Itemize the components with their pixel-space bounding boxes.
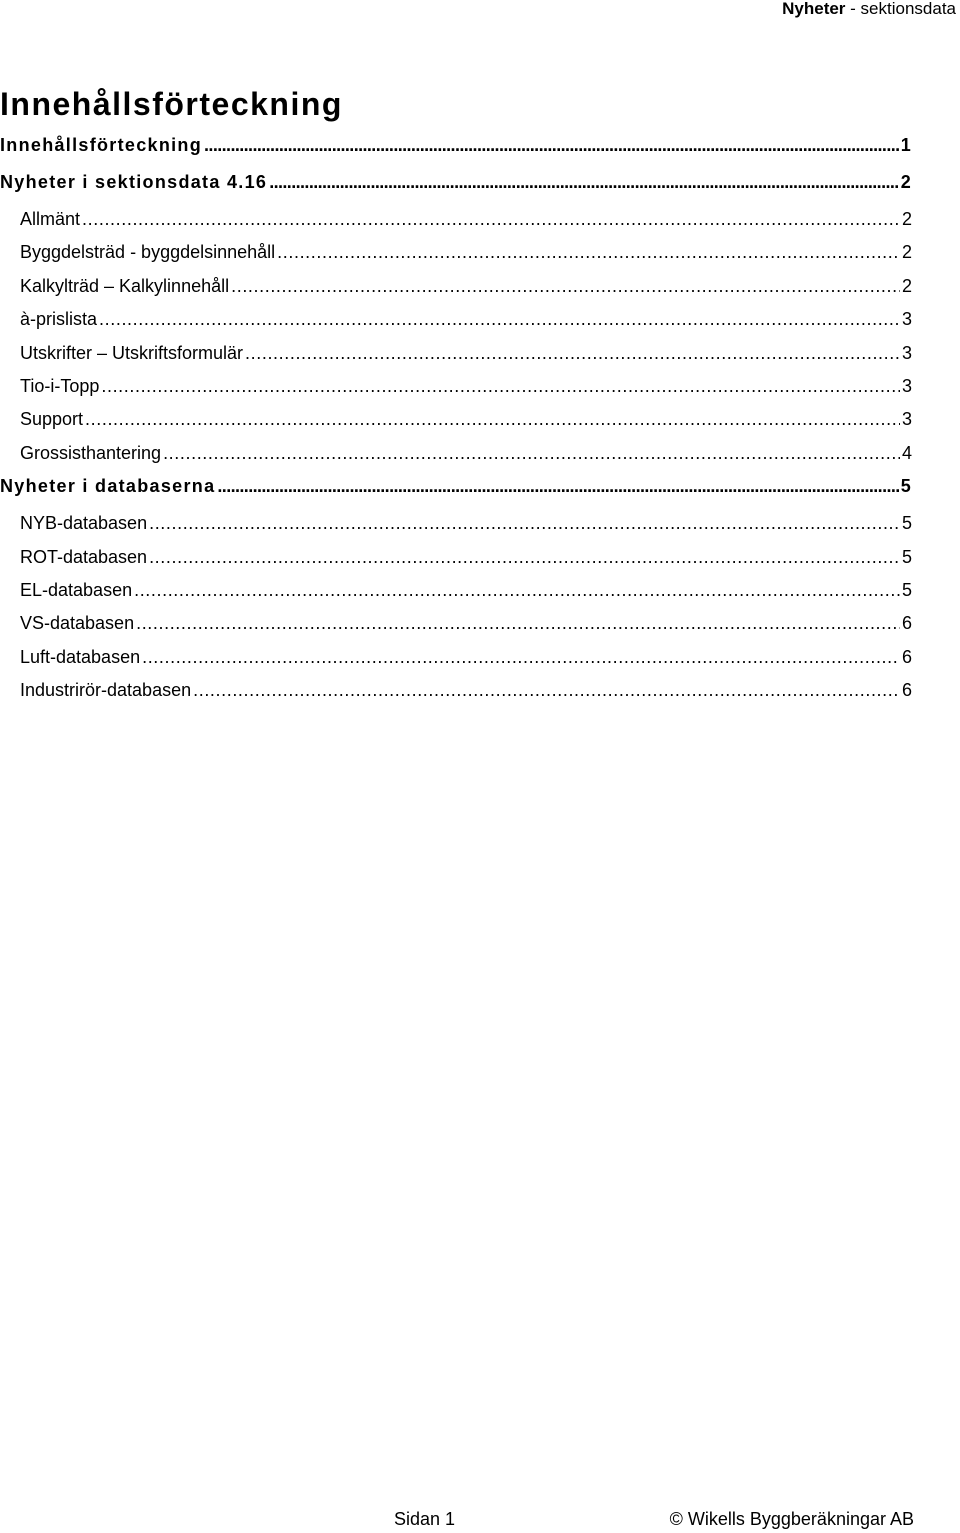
toc-entry-page: 3 xyxy=(901,409,912,430)
toc-entry-text: EL-databasen xyxy=(20,579,133,600)
toc-leader-dots xyxy=(85,409,900,430)
toc-entry-text: ROT-databasen xyxy=(20,546,148,567)
toc-leader-dots xyxy=(101,376,900,397)
toc-entry[interactable] xyxy=(0,401,912,434)
toc-entry-page: 2 xyxy=(900,172,912,192)
toc-entry-text: Allmänt xyxy=(20,209,81,229)
toc-entry[interactable] xyxy=(0,234,912,267)
toc-entry-text: à-prislista xyxy=(20,309,98,330)
toc-entry[interactable] xyxy=(0,368,912,401)
toc-leader-dots xyxy=(99,309,900,330)
toc-entry-page: 6 xyxy=(901,613,912,634)
toc-leader-dots xyxy=(204,135,899,156)
toc-entry-page: 2 xyxy=(901,209,912,229)
toc-entry-text: Grossisthantering xyxy=(20,442,162,463)
toc-entry-page: 2 xyxy=(901,275,912,296)
toc-leader-dots xyxy=(217,476,898,497)
footer-page-number: Sidan 1 xyxy=(394,1509,456,1529)
toc-leader-dots xyxy=(149,513,900,534)
toc-entry-text: Kalkylträd – Kalkylinnehåll xyxy=(20,275,230,296)
toc-entry[interactable] xyxy=(0,301,912,334)
toc-entry-page: 3 xyxy=(901,309,912,330)
toc-entry[interactable] xyxy=(0,268,912,301)
toc-entry[interactable] xyxy=(0,539,912,572)
toc-leader-dots xyxy=(245,343,900,364)
toc-leader-dots xyxy=(134,580,900,601)
toc-entry-page: 2 xyxy=(901,242,912,263)
header-title-bold: Nyheter xyxy=(782,0,846,18)
toc-leader-dots xyxy=(142,647,900,668)
toc-leader-dots xyxy=(149,547,900,568)
toc-entry[interactable] xyxy=(0,164,912,201)
toc-entry-text: Support xyxy=(20,409,84,430)
toc-entry[interactable] xyxy=(0,335,912,368)
running-header xyxy=(782,0,956,18)
toc-entry-text: VS-databasen xyxy=(20,613,135,634)
toc-leader-dots xyxy=(163,443,900,464)
toc-entry-page: 4 xyxy=(901,442,912,463)
toc-entry-page: 5 xyxy=(901,546,912,567)
toc-entry-page: 3 xyxy=(901,375,912,396)
table-of-contents xyxy=(0,127,912,705)
toc-entry-text: Byggdelsträd - byggdelsinnehåll xyxy=(20,242,276,263)
toc-entry[interactable] xyxy=(0,639,912,672)
toc-entry[interactable] xyxy=(0,435,912,468)
toc-entry[interactable] xyxy=(0,672,912,705)
toc-entry-text: Nyheter i sektionsdata 4.16 xyxy=(0,172,268,192)
toc-leader-dots xyxy=(231,276,900,297)
toc-entry-text: Nyheter i databaserna xyxy=(0,476,216,497)
toc-entry-text: NYB-databasen xyxy=(20,513,148,534)
toc-entry-page: 6 xyxy=(901,646,912,667)
toc-leader-dots xyxy=(136,613,900,634)
footer-copyright: © Wikells Byggberäkningar AB xyxy=(669,1509,914,1529)
toc-entry-text: Industrirör-databasen xyxy=(20,680,192,701)
toc-entry-page: 5 xyxy=(901,513,912,534)
header-title-rest: - sektionsdata xyxy=(845,0,956,18)
toc-entry[interactable] xyxy=(0,605,912,638)
toc-entry-page: 1 xyxy=(900,135,912,155)
toc-leader-dots xyxy=(82,209,900,230)
toc-entry-text: Innehållsförteckning xyxy=(0,135,203,155)
toc-entry-text: Luft-databasen xyxy=(20,646,141,667)
toc-entry[interactable] xyxy=(0,127,912,164)
toc-entry-page: 3 xyxy=(901,342,912,363)
toc-entry[interactable] xyxy=(0,468,912,505)
toc-entry-text: Utskrifter – Utskriftsformulär xyxy=(20,342,244,363)
toc-entry-page: 6 xyxy=(901,680,912,701)
toc-leader-dots xyxy=(193,680,900,701)
toc-entry[interactable] xyxy=(0,201,912,234)
toc-entry-page: 5 xyxy=(900,476,912,497)
toc-entry[interactable] xyxy=(0,572,912,605)
toc-leader-dots xyxy=(269,172,898,193)
page-title: Innehållsförteckning xyxy=(0,86,343,122)
toc-entry[interactable] xyxy=(0,505,912,538)
toc-leader-dots xyxy=(277,242,900,263)
toc-entry-text: Tio-i-Topp xyxy=(20,375,100,396)
toc-entry-page: 5 xyxy=(901,579,912,600)
